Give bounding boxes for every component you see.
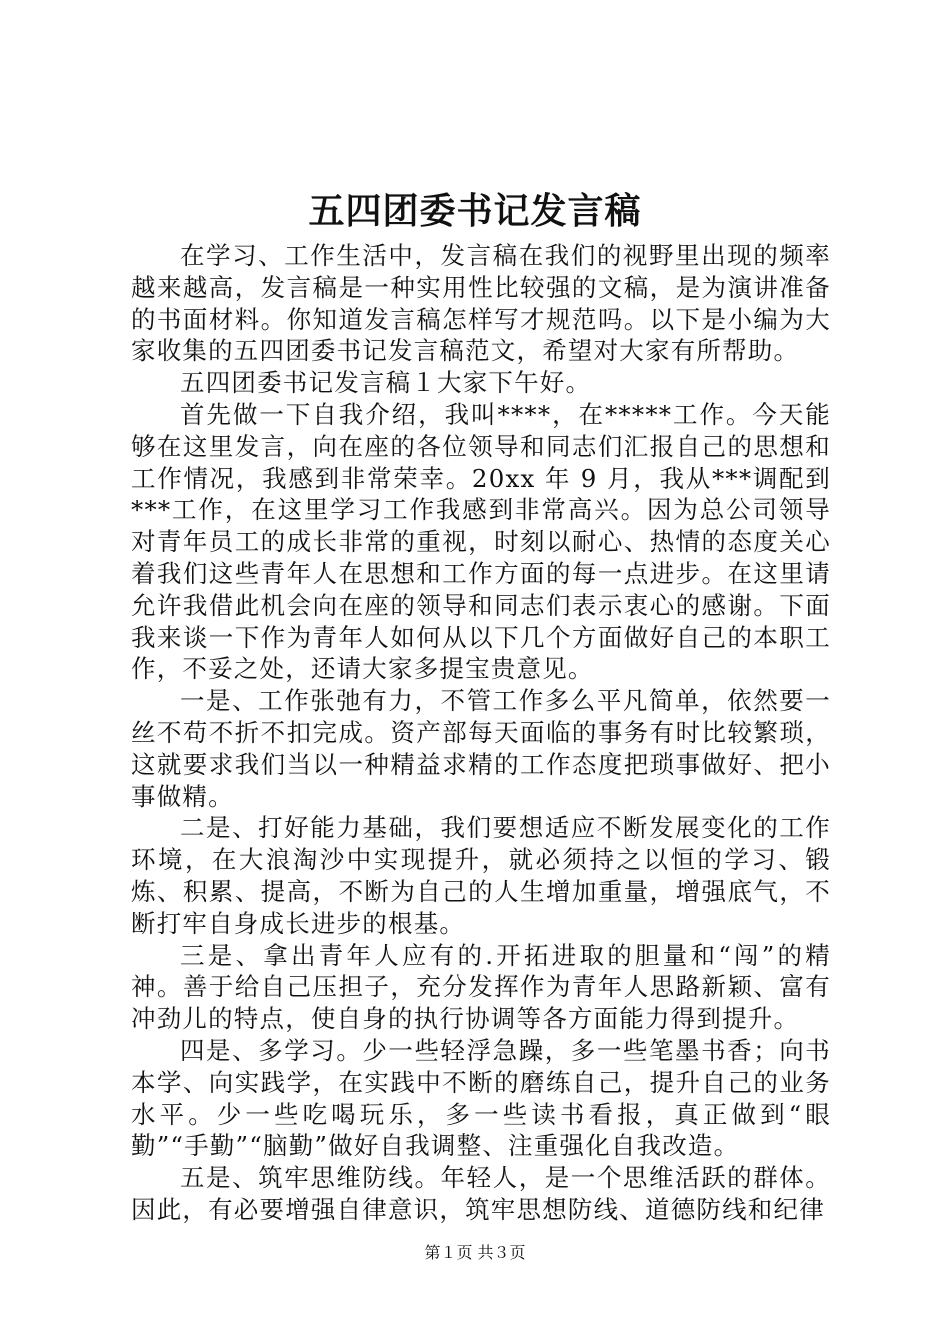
page-footer: 第１页 共３页: [424, 1243, 526, 1262]
document-title: 五四团委书记发言稿: [308, 190, 642, 232]
document-body: [131, 240, 831, 1226]
paragraph-self-introduction: 首先做一下自我介绍，我叫****，在*****工作。今天能够在这里发言，向在座的各位领导和同志们汇报自己的思想和工作情况，我感到非常荣幸。20xx 年 9 月，我从***调配到***工作，在这里学习工作我感到非常高兴。因为总公司领导对青年员工的成长非常的重视，时刻以耐心、热情的态度关心着我们这些青年人在思想和工作方面的每一点进步。在这里请允许我借此机会向在座的领导和同志们表示衷心的感谢。下面我来谈一下作为青年人如何从以下几个方面做好自己的本职工作，不妥之处，还请大家多提宝贵意见。: [131, 399, 831, 684]
paragraph-point-five: 五是、筑牢思维防线。年轻人，是一个思维活跃的群体。因此，有必要增强自律意识，筑牢思想防线、道德防线和纪律: [131, 1163, 831, 1224]
paragraph-greeting: 五四团委书记发言稿１大家下午好。: [180, 368, 592, 398]
paragraph-point-four: 四是、多学习。少一些轻浮急躁，多一些笔墨书香；向书本学、向实践学，在实践中不断的磨练自己，提升自己的业务水平。少一些吃喝玩乐，多一些读书看报，真正做到“眼勤”“手勤”“脑勤”做好自我调整、注重强化自我改造。: [131, 1035, 831, 1161]
paragraph-point-one: 一是、工作张弛有力，不管工作多么平凡简单，依然要一丝不苟不折不扣完成。资产部每天面临的事务有时比较繁琐，这就要求我们当以一种精益求精的工作态度把琐事做好、把小事做精。: [131, 686, 831, 811]
paragraph-point-two: 二是、打好能力基础，我们要想适应不断发展变化的工作环境，在大浪淘沙中实现提升，就必须持之以恒的学习、锻炼、积累、提高，不断为自己的人生增加重量，增强底气，不断打牢自身成长进步的根基。: [131, 813, 831, 938]
paragraph-intro: 在学习、工作生活中，发言稿在我们的视野里出现的频率越来越高，发言稿是一种实用性比较强的文稿，是为演讲准备的书面材料。你知道发言稿怎样写才规范吗。以下是小编为大家收集的五四团委书记发言稿范文，希望对大家有所帮助。: [131, 241, 831, 366]
paragraph-point-three: 三是、拿出青年人应有的.开拓进取的胆量和“闯”的精神。善于给自己压担子，充分发挥作为青年人思路新颖、富有冲劲儿的特点，使自身的执行协调等各方面能力得到提升。: [131, 940, 831, 1034]
